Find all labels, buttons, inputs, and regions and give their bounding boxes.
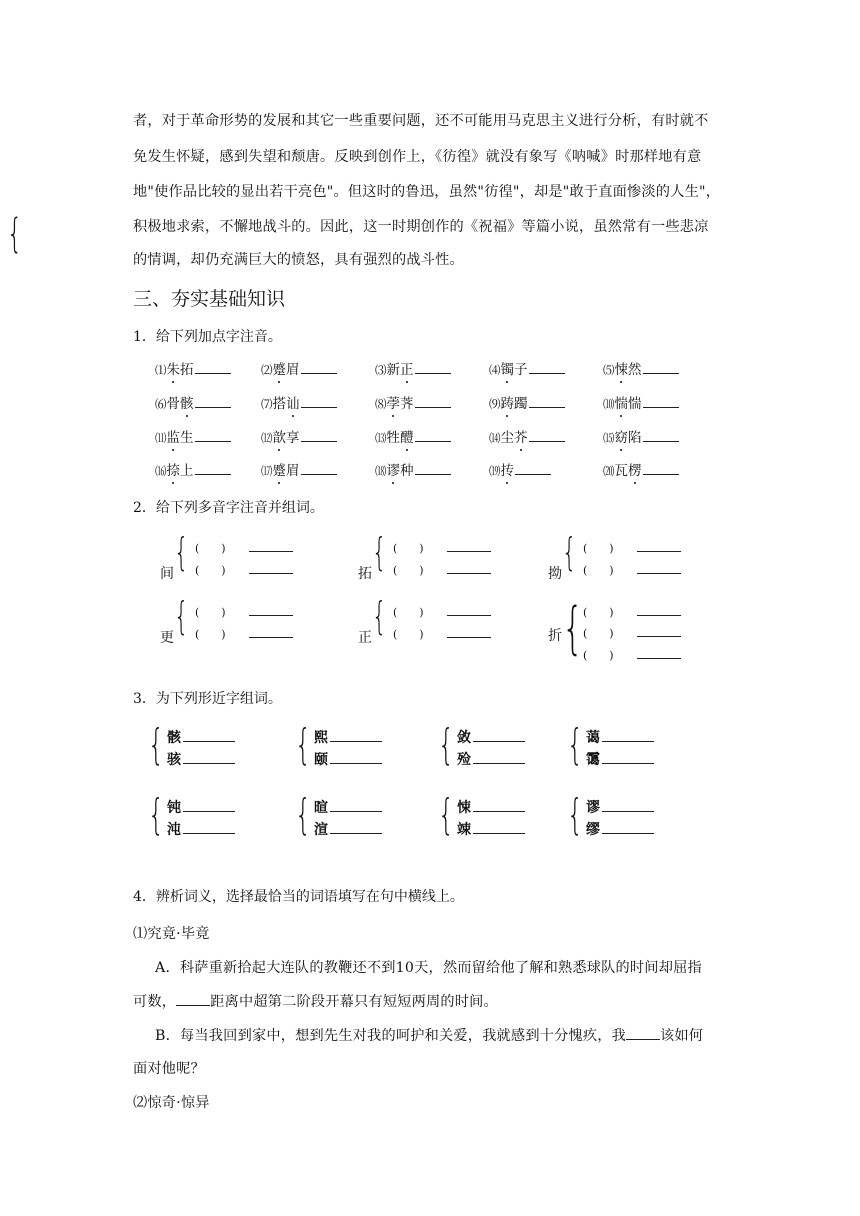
word-blank[interactable] xyxy=(473,727,525,742)
answer-blank[interactable] xyxy=(643,427,679,442)
dotted-char: 楞 xyxy=(628,459,642,479)
dotted-char: 芥 xyxy=(514,426,528,446)
question-4-title: 4．辨析词义，选择最恰当的词语填写在句中横线上。 xyxy=(133,889,464,905)
answer-blank[interactable] xyxy=(301,359,337,374)
polyphone-char: 正 xyxy=(358,630,372,646)
brace-mark: { xyxy=(295,790,312,839)
word-blank[interactable] xyxy=(249,561,293,574)
similar-char: 谬 xyxy=(586,800,600,816)
answer-blank[interactable] xyxy=(643,359,679,374)
answer-blank[interactable] xyxy=(301,393,337,408)
pinyin-paren: ( ) xyxy=(393,606,424,619)
word-blank[interactable] xyxy=(330,819,382,834)
pinyin-item xyxy=(489,392,565,412)
answer-blank[interactable] xyxy=(415,460,451,475)
item-number: ⑶ xyxy=(375,363,387,377)
item-number: ⒃ xyxy=(155,464,167,478)
item-number: ⑴ xyxy=(155,363,167,377)
brace-mark: { xyxy=(438,790,455,839)
pinyin-paren: ( ) xyxy=(583,564,614,577)
similar-char: 缪 xyxy=(586,822,600,838)
word-blank[interactable] xyxy=(183,727,235,742)
polyphone-char: 拗 xyxy=(548,566,562,582)
word-blank[interactable] xyxy=(330,797,382,812)
word-blank[interactable] xyxy=(330,749,382,764)
pinyin-item xyxy=(603,459,679,479)
pinyin-item xyxy=(155,358,231,378)
word-blank[interactable] xyxy=(473,749,525,764)
answer-blank[interactable] xyxy=(301,460,337,475)
dotted-char: 监 xyxy=(167,426,181,446)
q4-b-answer-blank[interactable] xyxy=(626,1025,660,1040)
pinyin-item xyxy=(603,426,679,446)
word-blank[interactable] xyxy=(249,603,293,616)
similar-char: 钝 xyxy=(167,800,181,816)
item-number: ⑸ xyxy=(603,363,615,377)
pinyin-item xyxy=(375,392,451,412)
item-number: ⑼ xyxy=(489,397,501,411)
pinyin-paren: ( ) xyxy=(583,627,614,640)
brace-mark: { xyxy=(372,530,387,574)
pinyin-paren: ( ) xyxy=(393,628,424,641)
similar-char-row xyxy=(586,797,654,817)
word-blank[interactable] xyxy=(183,819,235,834)
word-blank[interactable] xyxy=(249,625,293,638)
q4-subtitle-1: ⑴究竟·毕竟 xyxy=(133,926,210,942)
pinyin-paren: ( ) xyxy=(583,649,614,662)
item-text-post: 子 xyxy=(514,362,528,378)
intro-line: 免发生怀疑，感到失望和颓唐。反映到创作上，《彷徨》就没有象写《呐喊》时那样地有意 xyxy=(133,149,702,165)
similar-char: 颐 xyxy=(314,752,328,768)
answer-blank[interactable] xyxy=(415,359,451,374)
similar-char: 熙 xyxy=(314,730,328,746)
brace-mark: { xyxy=(567,790,584,839)
similar-char-row xyxy=(167,749,235,769)
item-number: ⑽ xyxy=(603,397,615,411)
item-number: ⑺ xyxy=(261,397,273,411)
dotted-char: 蹙 xyxy=(273,459,287,479)
similar-char-row xyxy=(314,727,382,747)
pinyin-item xyxy=(261,392,337,412)
margin-brace-mark: { xyxy=(7,211,23,257)
similar-char: 霭 xyxy=(586,752,600,768)
similar-char: 暄 xyxy=(314,800,328,816)
dotted-char: 踌 xyxy=(501,392,515,412)
pinyin-item xyxy=(261,459,337,479)
item-text-post: 眉 xyxy=(286,463,300,479)
pinyin-item xyxy=(155,392,231,412)
q4-sentence-b-line2: 面对他呢？ xyxy=(133,1061,205,1077)
polyphone-row xyxy=(195,603,293,620)
pinyin-item xyxy=(603,358,679,378)
item-number: ⑿ xyxy=(261,431,273,445)
item-number: ⒄ xyxy=(261,464,273,478)
word-blank[interactable] xyxy=(602,797,654,812)
item-text-post: 眉 xyxy=(286,362,300,378)
intro-line: 者，对于革命形势的发展和其它一些重要问题，还不可能用马克思主义进行分析，有时就不 xyxy=(133,113,709,129)
polyphone-char: 间 xyxy=(160,566,174,582)
word-blank[interactable] xyxy=(183,749,235,764)
answer-blank[interactable] xyxy=(415,427,451,442)
q4-sentence-a-line2 xyxy=(133,991,498,1011)
polyphone-char: 拓 xyxy=(358,566,372,582)
polyphone-row xyxy=(393,625,491,642)
answer-blank[interactable] xyxy=(529,359,565,374)
brace-mark: { xyxy=(562,596,584,661)
item-text-pre: 新 xyxy=(386,362,400,378)
pinyin-paren: ( ) xyxy=(583,542,614,555)
answer-blank[interactable] xyxy=(195,393,231,408)
dotted-char: 捺 xyxy=(167,459,181,479)
item-number: ⑻ xyxy=(375,397,387,411)
item-number: ⒆ xyxy=(489,464,501,478)
dotted-char: 荸 xyxy=(387,392,401,412)
item-number: ⒂ xyxy=(603,431,615,445)
question-1-title: 1．给下列加点字注音。 xyxy=(133,329,282,345)
similar-char: 骸 xyxy=(167,730,181,746)
answer-blank[interactable] xyxy=(415,393,451,408)
brace-mark: { xyxy=(372,594,387,638)
dotted-char: 骸 xyxy=(180,392,194,412)
brace-mark: { xyxy=(174,594,189,638)
item-text-pre: 牲 xyxy=(386,430,400,446)
answer-blank[interactable] xyxy=(301,427,337,442)
pinyin-paren: ( ) xyxy=(195,564,226,577)
q4-b-suffix: 该如何 xyxy=(660,1028,704,1044)
item-text-post: 惴 xyxy=(628,396,642,412)
similar-char-row xyxy=(586,749,654,769)
word-blank[interactable] xyxy=(447,561,491,574)
item-text-post: 然 xyxy=(628,362,642,378)
item-number: ⒀ xyxy=(375,431,387,445)
similar-char: 殓 xyxy=(457,752,471,768)
answer-blank[interactable] xyxy=(195,460,231,475)
word-blank[interactable] xyxy=(473,819,525,834)
item-text-pre: 瓦 xyxy=(614,463,628,479)
similar-char-row xyxy=(457,749,525,769)
polyphone-row xyxy=(583,539,681,556)
similar-char: 骇 xyxy=(167,752,181,768)
pinyin-item xyxy=(375,459,451,479)
word-blank[interactable] xyxy=(330,727,382,742)
item-text-pre: 尘 xyxy=(500,430,514,446)
polyphone-row xyxy=(195,539,293,556)
q4-a-prefix: 可数， xyxy=(133,994,177,1010)
brace-mark: { xyxy=(295,720,312,769)
word-blank[interactable] xyxy=(602,727,654,742)
polyphone-row xyxy=(583,646,681,663)
similar-char: 蔼 xyxy=(586,730,600,746)
dotted-char: 抟 xyxy=(501,459,515,479)
word-blank[interactable] xyxy=(637,603,681,616)
item-text-pre: 骨 xyxy=(166,396,180,412)
dotted-char: 正 xyxy=(400,358,414,378)
q4-sentence-a-line1: A．科萨重新拾起大连队的教鞭还不到10天，然而留给他了解和熟悉球队的时间却屈指 xyxy=(155,960,702,976)
dotted-char: 蹙 xyxy=(273,358,287,378)
word-blank[interactable] xyxy=(447,603,491,616)
pinyin-paren: ( ) xyxy=(195,606,226,619)
dotted-char: 镯 xyxy=(501,358,515,378)
dotted-char: 悚 xyxy=(615,358,629,378)
pinyin-item xyxy=(261,358,337,378)
item-text-pre: 搭 xyxy=(272,396,286,412)
polyphone-row xyxy=(393,539,491,556)
answer-blank[interactable] xyxy=(529,393,565,408)
dotted-char: 窈 xyxy=(615,426,629,446)
similar-char-row xyxy=(314,749,382,769)
answer-blank[interactable] xyxy=(643,460,679,475)
word-blank[interactable] xyxy=(637,646,681,659)
pinyin-paren: ( ) xyxy=(583,606,614,619)
pinyin-item xyxy=(155,459,231,479)
q4-b-prefix: B．每当我回到家中，想到先生对我的呵护和关爱，我就感到十分愧疚，我 xyxy=(155,1028,627,1044)
similar-char: 敛 xyxy=(457,730,471,746)
item-number: ⒅ xyxy=(375,464,387,478)
item-text-post: 拓 xyxy=(180,362,194,378)
brace-mark: { xyxy=(562,530,577,574)
item-text-post: 生 xyxy=(180,430,194,446)
item-number: ⒁ xyxy=(489,431,501,445)
q4-a-suffix: 距离中超第二阶段开幕只有短短两周的时间。 xyxy=(210,994,498,1010)
word-blank[interactable] xyxy=(637,539,681,552)
polyphone-char: 折 xyxy=(548,628,562,644)
similar-char-row xyxy=(167,797,235,817)
item-number: ⑵ xyxy=(261,363,273,377)
item-text-post: 上 xyxy=(180,463,194,479)
answer-blank[interactable] xyxy=(515,460,551,475)
item-number: ⑾ xyxy=(155,431,167,445)
similar-char-row xyxy=(457,727,525,747)
intro-line: 的情调，却仍充满巨大的愤怒，具有强烈的战斗性。 xyxy=(133,252,464,268)
brace-mark: { xyxy=(174,530,189,574)
pinyin-item xyxy=(603,392,679,412)
answer-blank[interactable] xyxy=(195,359,231,374)
pinyin-item xyxy=(375,358,451,378)
item-number: ⑷ xyxy=(489,363,501,377)
polyphone-row xyxy=(583,561,681,578)
intro-line: 积极地求索，不懈地战斗的。因此，这一时期创作的《祝福》等篇小说，虽然常有一些悲凉 xyxy=(133,219,709,235)
q4-sentence-b-line1 xyxy=(155,1025,703,1045)
pinyin-item xyxy=(489,459,551,479)
pinyin-paren: ( ) xyxy=(195,628,226,641)
answer-blank[interactable] xyxy=(643,393,679,408)
similar-char-row xyxy=(586,727,654,747)
answer-blank[interactable] xyxy=(529,427,565,442)
intro-line: 地"使作品比较的显出若干亮色"。但这时的鲁迅，虽然"彷徨"，却是"敢于直面惨淡的人生"， xyxy=(133,184,721,200)
similar-char-row xyxy=(457,797,525,817)
item-text-post: 陷 xyxy=(628,430,642,446)
pinyin-item xyxy=(261,426,337,446)
question-2-title: 2．给下列多音字注音并组词。 xyxy=(133,500,324,516)
word-blank[interactable] xyxy=(249,539,293,552)
pinyin-item xyxy=(375,426,451,446)
item-text-post: 享 xyxy=(286,430,300,446)
word-blank[interactable] xyxy=(637,624,681,637)
word-blank[interactable] xyxy=(602,749,654,764)
answer-blank[interactable] xyxy=(195,427,231,442)
brace-mark: { xyxy=(148,790,165,839)
similar-char: 竦 xyxy=(457,822,471,838)
q4-subtitle-2: ⑵惊奇·惊异 xyxy=(133,1095,210,1111)
question-3-title: 3．为下列形近字组词。 xyxy=(133,691,282,707)
similar-char-row xyxy=(586,819,654,839)
similar-char-row xyxy=(314,819,382,839)
polyphone-row xyxy=(195,625,293,642)
pinyin-paren: ( ) xyxy=(393,542,424,555)
similar-char: 悚 xyxy=(457,800,471,816)
pinyin-item xyxy=(155,426,231,446)
similar-char-row xyxy=(457,819,525,839)
word-blank[interactable] xyxy=(602,819,654,834)
similar-char-row xyxy=(167,819,235,839)
pinyin-paren: ( ) xyxy=(393,564,424,577)
dotted-char: 醴 xyxy=(400,426,414,446)
item-text-post: 躅 xyxy=(514,396,528,412)
item-number: ⑹ xyxy=(155,397,167,411)
item-text-post: 种 xyxy=(400,463,414,479)
pinyin-paren: ( ) xyxy=(195,542,226,555)
dotted-char: 谬 xyxy=(387,459,401,479)
similar-char: 渲 xyxy=(314,822,328,838)
pinyin-item xyxy=(489,426,565,446)
word-blank[interactable] xyxy=(447,539,491,552)
similar-char: 沌 xyxy=(167,822,181,838)
word-blank[interactable] xyxy=(447,625,491,638)
polyphone-row xyxy=(583,603,681,620)
brace-mark: { xyxy=(567,720,584,769)
polyphone-row xyxy=(583,624,681,641)
polyphone-row xyxy=(393,603,491,620)
section-title: 三、夯实基础知识 xyxy=(133,288,286,310)
polyphone-char: 更 xyxy=(160,630,174,646)
similar-char-row xyxy=(167,727,235,747)
word-blank[interactable] xyxy=(637,561,681,574)
q4-a-answer-blank[interactable] xyxy=(176,991,210,1006)
polyphone-row xyxy=(393,561,491,578)
item-number: ⒇ xyxy=(603,464,615,478)
pinyin-item xyxy=(489,358,565,378)
item-text-post: 荠 xyxy=(400,396,414,412)
dotted-char: 讪 xyxy=(286,392,300,412)
dotted-char: 惴 xyxy=(615,392,629,412)
word-blank[interactable] xyxy=(473,797,525,812)
word-blank[interactable] xyxy=(183,797,235,812)
dotted-char: 歆 xyxy=(273,426,287,446)
brace-mark: { xyxy=(438,720,455,769)
polyphone-row xyxy=(195,561,293,578)
similar-char-row xyxy=(314,797,382,817)
brace-mark: { xyxy=(148,720,165,769)
dotted-char: 朱 xyxy=(167,358,181,378)
